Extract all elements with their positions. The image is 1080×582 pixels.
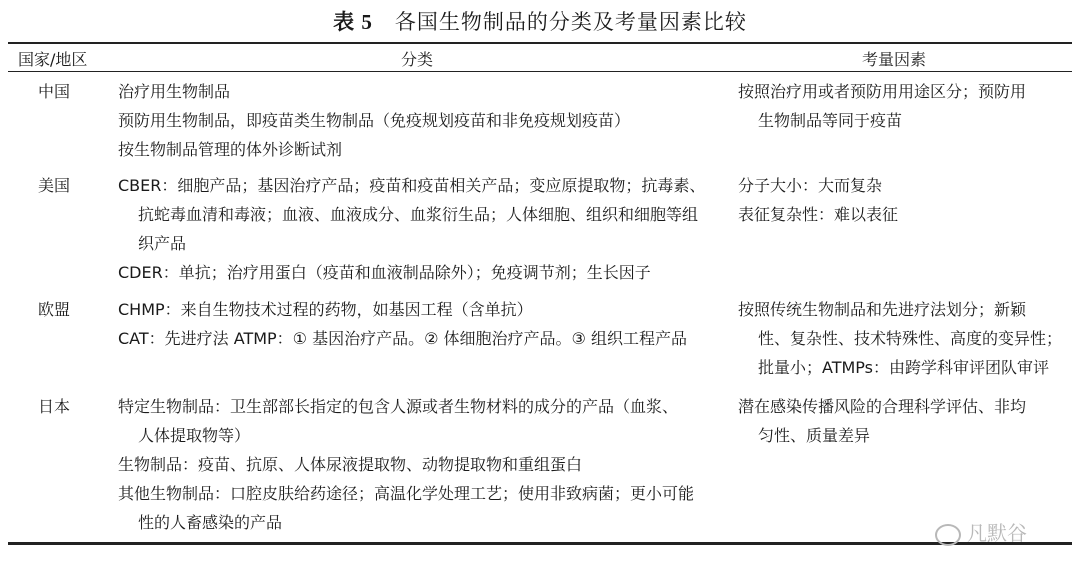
table-caption: 各国生物制品的分类及考量因素比较 [394,10,747,34]
table-number: 表 5 [333,10,373,34]
wechat-icon [935,524,961,546]
classification-line: 性的人畜感染的产品 [138,513,283,532]
classification-line: CBER：细胞产品；基因治疗产品；疫苗和疫苗相关产品；变应原提取物；抗毒素、 [118,176,706,195]
header-rule [8,71,1072,72]
factor-line: 按照传统生物制品和先进疗法划分；新颖 [738,300,1027,319]
bottom-rule [8,542,1072,545]
classification-line: CAT：先进疗法 ATMP：① 基因治疗产品。② 体细胞治疗产品。③ 组织工程产品 [118,329,687,348]
watermark-text: 凡默谷 [967,521,1027,545]
factor-line: 表征复杂性：难以表征 [738,205,899,224]
classification-line: 治疗用生物制品 [118,82,231,101]
classification-line: 抗蛇毒血清和毒液；血液、血液成分、血浆衍生品；人体细胞、组织和细胞等组 [138,205,699,224]
top-rule [8,42,1072,44]
classification-line: CDER：单抗；治疗用蛋白（疫苗和血液制品除外）；免疫调节剂；生长因子 [118,263,651,282]
watermark [935,517,1027,546]
row-china-classification [118,77,728,164]
row-japan-factors [738,392,1068,450]
classification-line: 其他生物制品：口腔皮肤给药途径；高温化学处理工艺；使用非致病菌；更小可能 [118,484,695,503]
header-country: 国家/地区 [18,50,88,69]
classification-line: 织产品 [138,234,187,253]
classification-line: 预防用生物制品，即疫苗类生物制品（免疫规划疫苗和非免疫规划疫苗） [118,111,631,130]
factor-line: 性、复杂性、技术特殊性、高度的变异性； [758,329,1063,348]
row-usa-classification [118,171,728,287]
table-title [0,6,1080,36]
row-eu-classification [118,295,728,353]
factor-line: 按照治疗用或者预防用用途区分；预防用 [738,82,1027,101]
row-eu-factors [738,295,1068,382]
row-japan-classification [118,392,728,537]
row-japan-country: 日本 [38,397,71,416]
classification-line: 人体提取物等） [138,426,251,445]
header-classification: 分类 [401,50,434,69]
row-china-factors [738,77,1068,135]
factor-line: 生物制品等同于疫苗 [758,111,903,130]
factor-line: 潜在感染传播风险的合理科学评估、非均 [738,397,1027,416]
row-usa-factors [738,171,1068,229]
factor-line: 批量小；ATMPs：由跨学科审评团队审评 [758,358,1049,377]
classification-line: 特定生物制品：卫生部部长指定的包含人源或者生物材料的成分的产品（血浆、 [118,397,679,416]
classification-line: 按生物制品管理的体外诊断试剂 [118,140,343,159]
classification-line: CHMP：来自生物技术过程的药物，如基因工程（含单抗） [118,300,533,319]
row-eu-country: 欧盟 [38,300,71,319]
factor-line: 分子大小：大而复杂 [738,176,883,195]
row-usa-country: 美国 [38,176,71,195]
header-factors: 考量因素 [862,50,927,69]
factor-line: 匀性、质量差异 [758,426,871,445]
classification-line: 生物制品：疫苗、抗原、人体尿液提取物、动物提取物和重组蛋白 [118,455,583,474]
row-china-country: 中国 [38,82,71,101]
